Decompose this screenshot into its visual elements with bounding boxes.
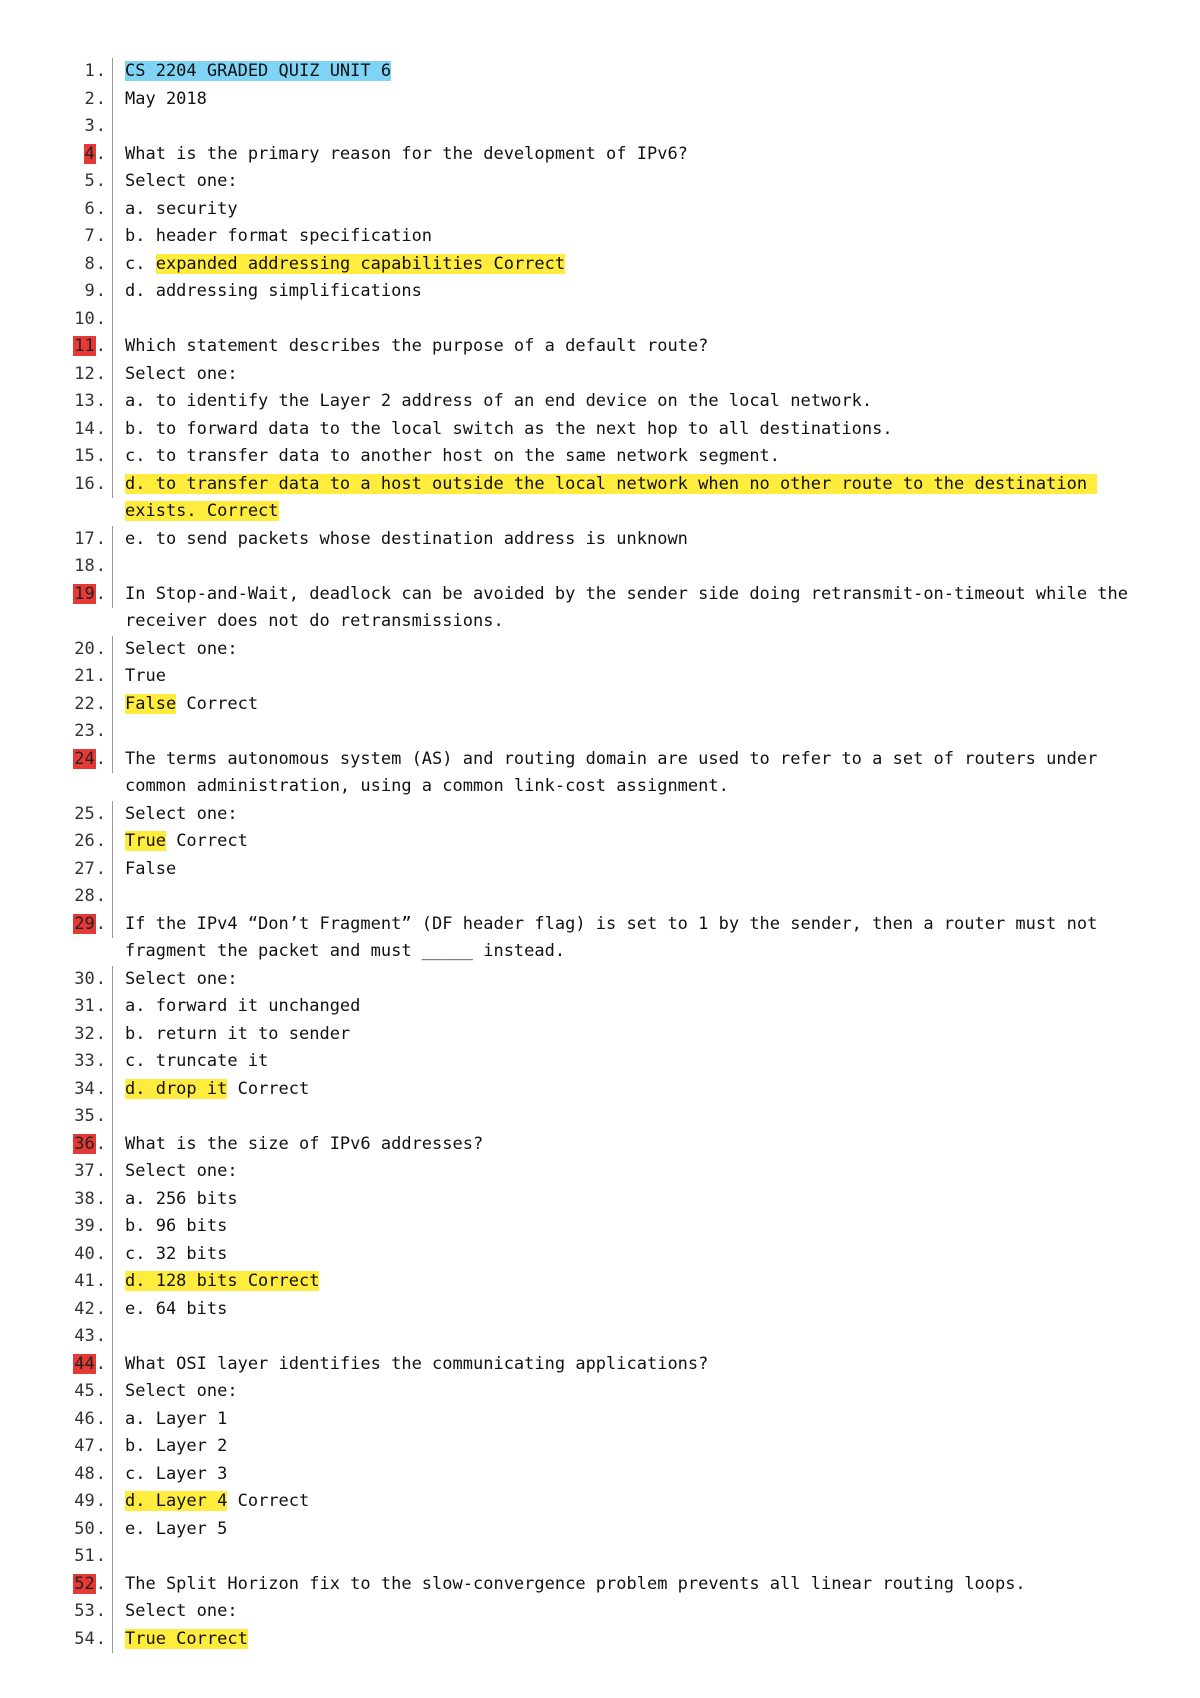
- line-number-value: 40: [74, 1243, 95, 1264]
- line-text: e. Layer 5: [125, 1518, 228, 1539]
- question-line-number: 11.: [66, 333, 113, 361]
- correct-label: Correct: [176, 693, 259, 714]
- line-number: 27.: [66, 856, 113, 884]
- line-number: 46.: [66, 1406, 113, 1434]
- document-line: [66, 828, 1156, 856]
- line-number-value: 34: [74, 1078, 95, 1099]
- line-text: c. to transfer data to another host on the same network segment.: [125, 446, 781, 466]
- document-line: [66, 1351, 1156, 1379]
- document-line: [66, 1186, 1156, 1214]
- document-line: [66, 141, 1156, 169]
- line-number-value: 4: [84, 143, 95, 164]
- line-text: Select one:: [125, 171, 238, 191]
- line-text: False: [125, 858, 177, 879]
- line-number-value: 16: [74, 473, 95, 494]
- document-line: [66, 718, 1156, 746]
- document-line: [66, 1241, 1156, 1269]
- line-text: e. to send packets whose destination address is unknown: [125, 528, 688, 549]
- line-number-value: 38: [74, 1188, 95, 1209]
- line-number-value: 35: [74, 1106, 95, 1126]
- line-number: 41.: [66, 1268, 113, 1296]
- document-line: [66, 361, 1156, 389]
- document-line: [66, 801, 1156, 829]
- line-number: 15.: [66, 443, 113, 471]
- line-text: [113, 251, 1156, 279]
- line-number-value: 7: [84, 226, 95, 246]
- document-line: [66, 746, 1156, 801]
- line-number: 26.: [66, 828, 113, 856]
- line-number-value: 44: [74, 1353, 95, 1374]
- correct-answer: True: [125, 831, 166, 851]
- line-text: [113, 471, 1156, 526]
- line-number: 5.: [66, 168, 113, 196]
- line-number-value: 36: [74, 1133, 95, 1154]
- line-text: [113, 58, 1156, 86]
- line-number: 3.: [66, 113, 113, 141]
- line-number: 31.: [66, 993, 113, 1021]
- document-line: [66, 1516, 1156, 1544]
- document-line: [66, 526, 1156, 554]
- document-line: [66, 1103, 1156, 1131]
- line-number: 10.: [66, 306, 113, 334]
- line-number-value: 41: [74, 1271, 95, 1291]
- correct-answer: True Correct: [125, 1628, 248, 1649]
- line-number-value: 1: [84, 61, 95, 81]
- line-number-value: 48: [74, 1463, 95, 1484]
- document-line: [66, 223, 1156, 251]
- document-line: [66, 1406, 1156, 1434]
- line-number-value: 6: [84, 198, 95, 219]
- line-number: 35.: [66, 1103, 113, 1131]
- document-line: [66, 553, 1156, 581]
- correct-answer: d. Layer 4: [125, 1491, 228, 1511]
- line-text: b. Layer 2: [125, 1436, 228, 1456]
- line-number-value: 28: [74, 886, 95, 906]
- document-line: [66, 1296, 1156, 1324]
- line-number-value: 17: [74, 528, 95, 549]
- line-text: a. security: [125, 198, 238, 219]
- line-number: 53.: [66, 1598, 113, 1626]
- document-line: [66, 251, 1156, 279]
- question-line-number: 52.: [66, 1571, 113, 1599]
- line-number-value: 32: [74, 1023, 95, 1044]
- line-number-value: 23: [74, 721, 95, 741]
- line-number-value: 50: [74, 1518, 95, 1539]
- line-number-value: 26: [74, 831, 95, 851]
- document-line: [66, 1076, 1156, 1104]
- line-number-value: 10: [74, 308, 95, 329]
- line-number-value: 19: [74, 583, 95, 604]
- line-number: 1.: [66, 58, 113, 86]
- correct-label: Correct: [165, 831, 248, 851]
- line-number-value: 27: [74, 858, 95, 879]
- line-number: 48.: [66, 1461, 113, 1489]
- line-text: b. header format specification: [125, 226, 433, 246]
- line-number: 6.: [66, 196, 113, 224]
- document-line: [66, 1488, 1156, 1516]
- line-number: 28.: [66, 883, 113, 911]
- line-number: 50.: [66, 1516, 113, 1544]
- line-number-value: 3: [84, 116, 95, 136]
- line-text: a. forward it unchanged: [125, 996, 361, 1016]
- line-number: 14.: [66, 416, 113, 444]
- line-text: [113, 828, 1156, 856]
- line-text: c. 32 bits: [125, 1243, 228, 1264]
- line-number-value: 11: [74, 336, 95, 356]
- document-line: [66, 911, 1156, 966]
- line-text: If the IPv4 “Don’t Fragment” (DF header flag) is set to 1 by the sender, then a router must not fragment the packet and must _____ instead.: [125, 913, 1108, 961]
- line-number-value: 18: [74, 556, 95, 576]
- line-number-value: 46: [74, 1408, 95, 1429]
- document-line: [66, 1048, 1156, 1076]
- document-line: [66, 1598, 1156, 1626]
- line-text: [113, 1626, 1156, 1654]
- line-text: e. 64 bits: [125, 1298, 228, 1319]
- document-line: [66, 388, 1156, 416]
- line-number-value: 42: [74, 1298, 95, 1319]
- line-number: 54.: [66, 1626, 113, 1654]
- document-line: [66, 416, 1156, 444]
- line-number-value: 5: [84, 171, 95, 191]
- document-line: [66, 1213, 1156, 1241]
- document-line: [66, 196, 1156, 224]
- line-text: [113, 1268, 1156, 1296]
- line-number: 13.: [66, 388, 113, 416]
- line-number-value: 54: [74, 1628, 95, 1649]
- line-number: 25.: [66, 801, 113, 829]
- line-text: [113, 1076, 1156, 1104]
- document-line: [66, 1158, 1156, 1186]
- line-number: 7.: [66, 223, 113, 251]
- line-number-value: 53: [74, 1601, 95, 1621]
- correct-label: Correct: [227, 1078, 310, 1099]
- line-text: What is the size of IPv6 addresses?: [125, 1133, 484, 1154]
- line-number: 8.: [66, 251, 113, 279]
- line-number-value: 51: [74, 1546, 95, 1566]
- line-number: 51.: [66, 1543, 113, 1571]
- question-line-number: 24.: [66, 746, 113, 774]
- correct-label: Correct: [227, 1491, 310, 1511]
- line-number: 39.: [66, 1213, 113, 1241]
- document-line: [66, 113, 1156, 141]
- line-number-value: 45: [74, 1381, 95, 1401]
- line-number: 17.: [66, 526, 113, 554]
- correct-answer: False: [125, 693, 177, 714]
- line-text: May 2018: [125, 88, 207, 109]
- document-line: [66, 691, 1156, 719]
- line-text: b. return it to sender: [125, 1023, 351, 1044]
- line-number: 43.: [66, 1323, 113, 1351]
- line-text: [113, 691, 1156, 719]
- document-line: [66, 856, 1156, 884]
- document-line: [66, 1131, 1156, 1159]
- question-line-number: 44.: [66, 1351, 113, 1379]
- line-text: Select one:: [125, 363, 238, 384]
- line-number-value: 24: [74, 748, 95, 769]
- option-letter: c.: [125, 253, 156, 274]
- document-line: [66, 966, 1156, 994]
- line-number: 22.: [66, 691, 113, 719]
- line-number-value: 30: [74, 968, 95, 989]
- line-number: 9.: [66, 278, 113, 306]
- line-number: 18.: [66, 553, 113, 581]
- line-number: 20.: [66, 636, 113, 664]
- line-number-value: 49: [74, 1491, 95, 1511]
- line-number-value: 33: [74, 1051, 95, 1071]
- line-number-value: 25: [74, 803, 95, 824]
- correct-answer: d. drop it: [125, 1078, 228, 1099]
- line-number-value: 43: [74, 1326, 95, 1346]
- line-number: 40.: [66, 1241, 113, 1269]
- line-number-value: 9: [84, 281, 95, 301]
- line-text: What OSI layer identifies the communicating applications?: [125, 1353, 709, 1374]
- document-line: [66, 993, 1156, 1021]
- question-line-number: 19.: [66, 581, 113, 609]
- line-number-value: 22: [74, 693, 95, 714]
- quiz-document: [66, 58, 1156, 1653]
- line-text: a. 256 bits: [125, 1188, 238, 1209]
- correct-answer: d. 128 bits Correct: [125, 1271, 320, 1291]
- correct-answer: d. to transfer data to a host outside the local network when no other route to the destination exists. Correct: [125, 473, 1098, 521]
- line-number-value: 37: [74, 1161, 95, 1181]
- line-number-value: 15: [74, 446, 95, 466]
- document-line: [66, 1461, 1156, 1489]
- line-number: 33.: [66, 1048, 113, 1076]
- document-line: [66, 581, 1156, 636]
- line-text: c. truncate it: [125, 1051, 269, 1071]
- line-text: c. Layer 3: [125, 1463, 228, 1484]
- line-text: [113, 1488, 1156, 1516]
- line-number: 32.: [66, 1021, 113, 1049]
- document-line: [66, 1323, 1156, 1351]
- line-number: 23.: [66, 718, 113, 746]
- document-line: [66, 1021, 1156, 1049]
- line-number-value: 8: [84, 253, 95, 274]
- question-line-number: 29.: [66, 911, 113, 939]
- document-line: [66, 1571, 1156, 1599]
- line-number-value: 31: [74, 996, 95, 1016]
- question-line-number: 4.: [66, 141, 113, 169]
- document-line: [66, 1626, 1156, 1654]
- line-text: Select one:: [125, 1161, 238, 1181]
- line-text: d. addressing simplifications: [125, 281, 422, 301]
- line-text: a. to identify the Layer 2 address of an end device on the local network.: [125, 391, 873, 411]
- line-text: b. to forward data to the local switch as the next hop to all destinations.: [125, 418, 893, 439]
- quiz-title: CS 2204 GRADED QUIZ UNIT 6: [125, 61, 392, 81]
- line-text: Select one:: [125, 968, 238, 989]
- line-text: The terms autonomous system (AS) and routing domain are used to refer to a set of routers under common administration, using a common link-cost assignment.: [125, 748, 1108, 796]
- document-line: [66, 278, 1156, 306]
- line-number: 42.: [66, 1296, 113, 1324]
- line-number: 37.: [66, 1158, 113, 1186]
- document-line: [66, 86, 1156, 114]
- line-number-value: 13: [74, 391, 95, 411]
- document-line: [66, 1268, 1156, 1296]
- document-line: [66, 636, 1156, 664]
- line-text: Select one:: [125, 1601, 238, 1621]
- document-line: [66, 58, 1156, 86]
- line-number: 47.: [66, 1433, 113, 1461]
- line-number-value: 2: [84, 88, 95, 109]
- line-number: 38.: [66, 1186, 113, 1214]
- document-line: [66, 168, 1156, 196]
- line-number-value: 20: [74, 638, 95, 659]
- question-line-number: 36.: [66, 1131, 113, 1159]
- line-number: 34.: [66, 1076, 113, 1104]
- line-number-value: 47: [74, 1436, 95, 1456]
- document-line: [66, 663, 1156, 691]
- document-line: [66, 333, 1156, 361]
- correct-answer: expanded addressing capabilities Correct: [155, 253, 566, 274]
- line-number: 16.: [66, 471, 113, 499]
- line-number: 45.: [66, 1378, 113, 1406]
- document-line: [66, 1378, 1156, 1406]
- line-number-value: 21: [74, 666, 95, 686]
- line-text: b. 96 bits: [125, 1216, 228, 1236]
- document-line: [66, 443, 1156, 471]
- line-text: The Split Horizon fix to the slow-convergence problem prevents all linear routing loops.: [125, 1573, 1026, 1594]
- document-line: [66, 1433, 1156, 1461]
- line-number-value: 29: [74, 913, 95, 934]
- line-text: True: [125, 666, 166, 686]
- line-text: Select one:: [125, 638, 238, 659]
- line-number-value: 14: [74, 418, 95, 439]
- document-line: [66, 471, 1156, 526]
- document-line: [66, 883, 1156, 911]
- line-text: In Stop-and-Wait, deadlock can be avoided by the sender side doing retransmit-on-timeout while the receiver does not do retransmissions.: [125, 583, 1139, 631]
- line-text: a. Layer 1: [125, 1408, 228, 1429]
- line-number: 30.: [66, 966, 113, 994]
- line-number-value: 12: [74, 363, 95, 384]
- line-text: Select one:: [125, 1381, 238, 1401]
- line-text: What is the primary reason for the development of IPv6?: [125, 143, 688, 164]
- line-text: Select one:: [125, 803, 238, 824]
- line-number: 12.: [66, 361, 113, 389]
- document-line: [66, 306, 1156, 334]
- line-number-value: 39: [74, 1216, 95, 1236]
- line-number: 21.: [66, 663, 113, 691]
- line-number-value: 52: [74, 1573, 95, 1594]
- document-line: [66, 1543, 1156, 1571]
- line-number: 49.: [66, 1488, 113, 1516]
- line-number: 2.: [66, 86, 113, 114]
- line-text: Which statement describes the purpose of a default route?: [125, 336, 709, 356]
